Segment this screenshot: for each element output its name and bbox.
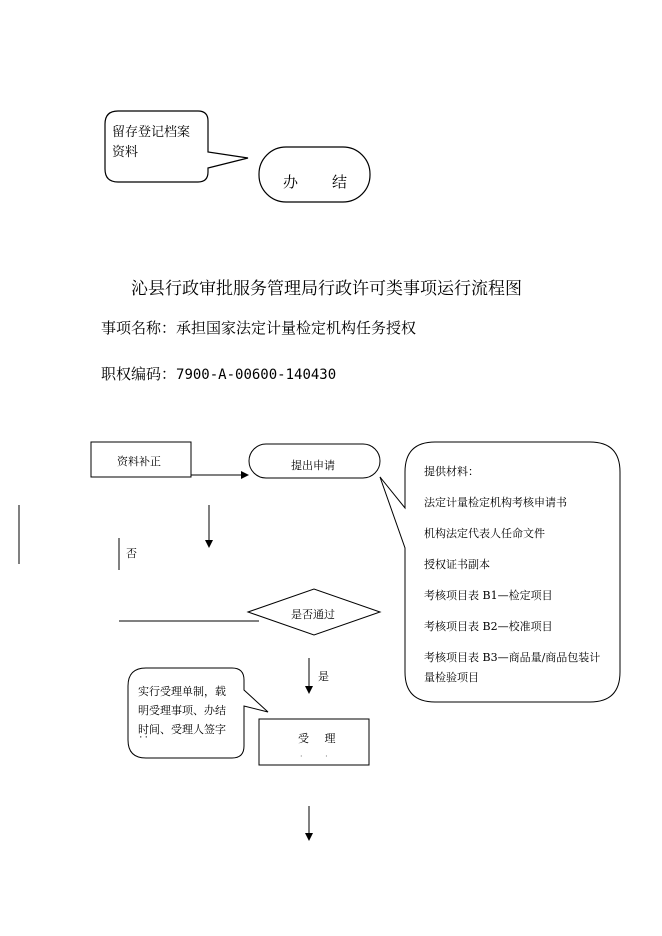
accept-node-sub: · · bbox=[300, 752, 338, 761]
page-title: 沁县行政审批服务管理局行政许可类事项运行流程图 bbox=[131, 279, 522, 299]
accept-note bbox=[138, 682, 226, 748]
archive-note bbox=[112, 123, 190, 163]
end-node-shape bbox=[259, 147, 370, 202]
material-item: 量检验项目 bbox=[424, 671, 479, 684]
no-label: 否 bbox=[126, 547, 137, 560]
code-value: 7900-A-00600-140430 bbox=[176, 367, 337, 383]
material-item: 考核项目表 B2—校准项目 bbox=[424, 620, 553, 633]
material-item: 法定计量检定机构考核申请书 bbox=[424, 496, 567, 509]
decision-node: 是否通过 bbox=[291, 608, 335, 621]
archive-note-line2: 资料 bbox=[112, 145, 139, 160]
accept-note-line3: 时间、受理人签字 bbox=[138, 723, 226, 736]
end-node-char2: 结 bbox=[332, 173, 348, 191]
accept-note-line2: 明受理事项、办结 bbox=[138, 704, 226, 717]
yes-label: 是 bbox=[318, 670, 329, 683]
accept-node: 受 理 bbox=[298, 732, 342, 745]
end-node-char1: 办 bbox=[283, 173, 299, 191]
item-name-row bbox=[101, 317, 416, 338]
materials-heading: 提供材料： bbox=[424, 465, 479, 478]
code-label: 职权编码： bbox=[101, 365, 177, 383]
material-item: 机构法定代表人任命文件 bbox=[424, 527, 545, 540]
material-item: 考核项目表 B1—检定项目 bbox=[424, 589, 553, 602]
correction-node: 资料补正 bbox=[117, 455, 161, 468]
item-name-label: 事项名称： bbox=[101, 319, 177, 337]
accept-note-line1: 实行受理单制，载 bbox=[138, 685, 226, 698]
item-name-value: 承担国家法定计量检定机构任务授权 bbox=[176, 319, 417, 337]
material-item: 授权证书副本 bbox=[424, 558, 490, 571]
material-item: 考核项目表 B3—商品量/商品包装计 bbox=[424, 651, 601, 664]
accept-note-line4: ˙˙ bbox=[138, 735, 149, 748]
code-row bbox=[101, 363, 336, 384]
archive-note-line1: 留存登记档案 bbox=[112, 125, 191, 140]
submit-node: 提出申请 bbox=[291, 459, 335, 472]
